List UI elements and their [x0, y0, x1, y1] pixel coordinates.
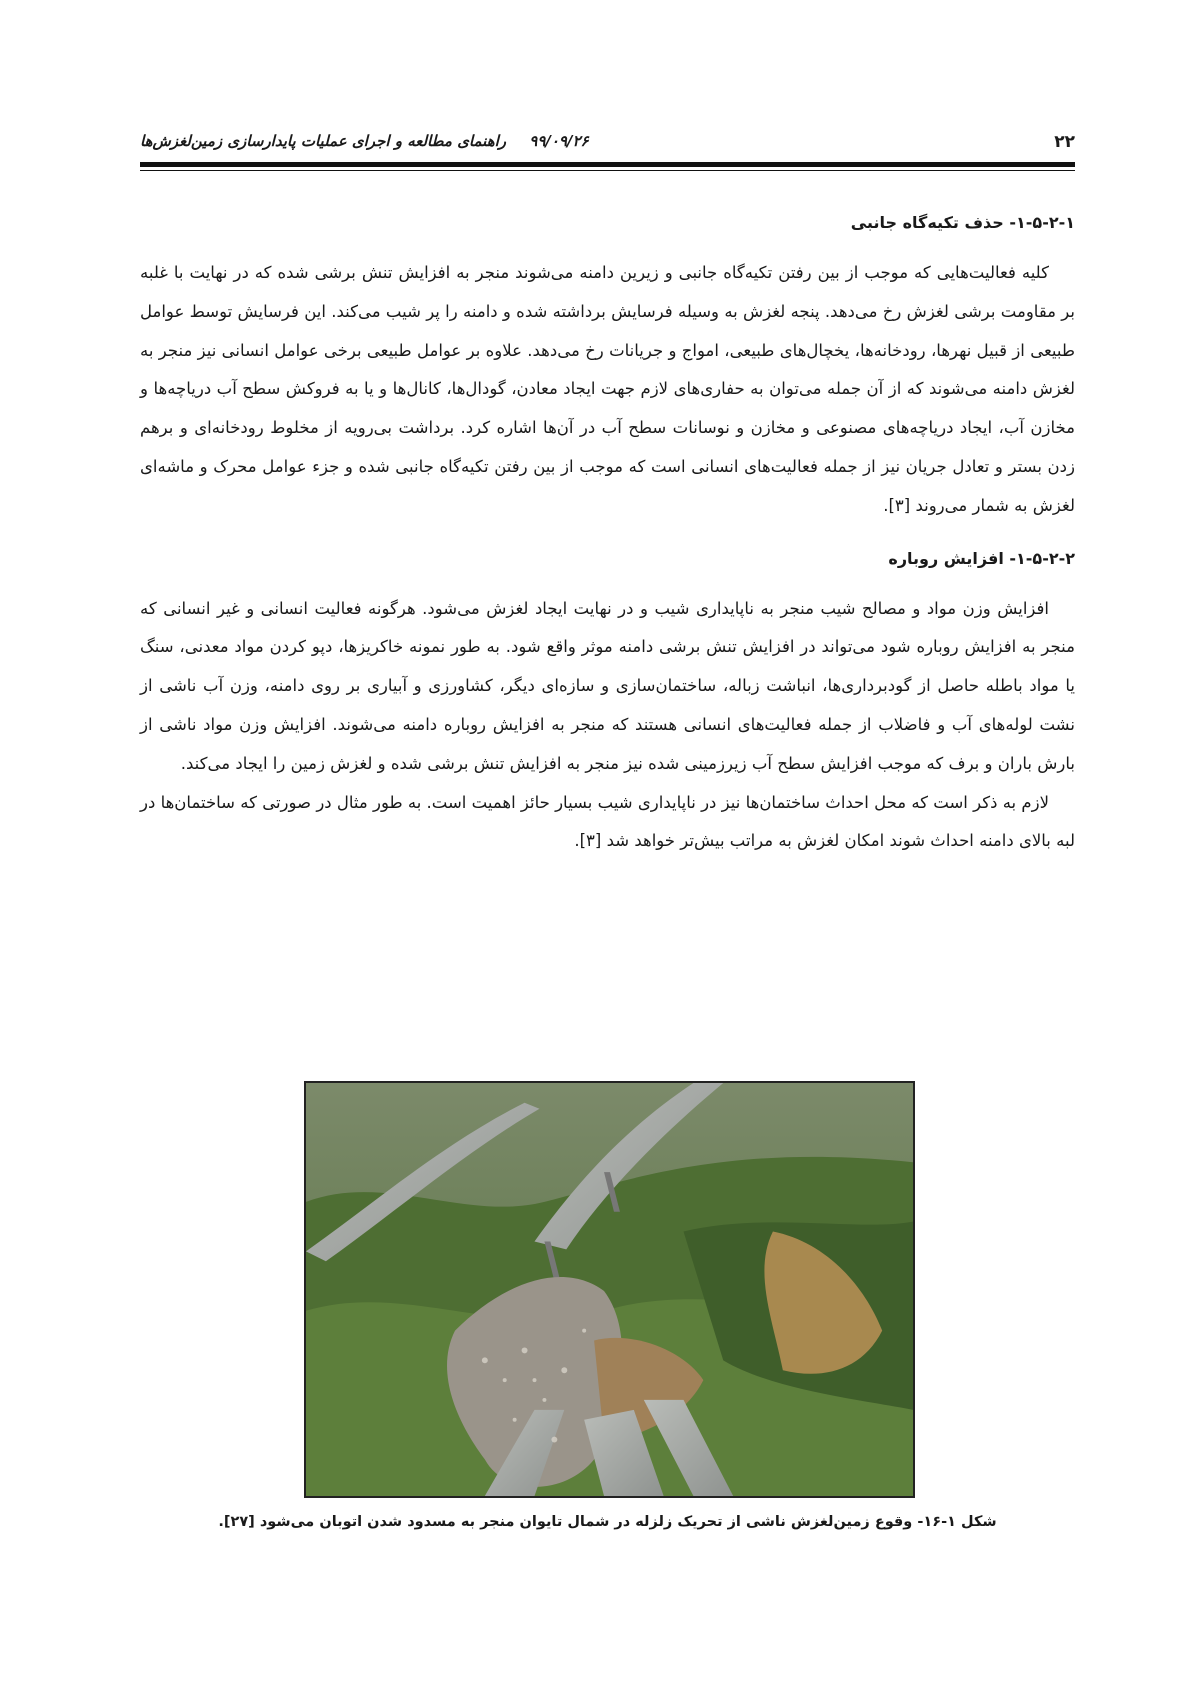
header-rule-thick	[140, 162, 1075, 167]
paragraph: کلیه فعالیت‌هایی که موجب از بین رفتن تکیه‌گاه جانبی و زیرین دامنه می‌شوند منجر به افزایش تنش برشی شده که در نهایت با غلبه بر مقاومت برشی لغزش رخ می‌دهد. پنجه لغزش به وسیله فرسایش برداشته شده و دامنه را پر شیب می‌کند. این فرسایش توسط عوامل طبیعی از قبیل نهرها، رودخانه‌ها، یخچال‌های طبیعی، امواج و جریانات رخ می‌دهد. علاوه بر عوامل طبیعی برخی عوامل انسانی نیز منجر به لغزش دامنه می‌شوند که از آن جمله می‌توان به حفاری‌های لازم جهت ایجاد معادن، گودال‌ها، کانال‌ها و یا به فروکش سطح آب دریاچه‌ها و مخازن آب، ایجاد دریاچه‌های مصنوعی و مخازن و نوسانات سطح آب در آن‌ها اشاره کرد. برداشت بی‌رویه از مخلوط رودخانه‌ای و برهم زدن بستر و تعادل جریان نیز از جمله فعالیت‌های انسانی است که موجب از بین رفتن تکیه‌گاه جانبی شده و جزء عوامل محرک و ماشه‌ای لغزش به شمار می‌روند [۳].	[140, 263, 1075, 515]
document-title: راهنمای مطالعه و اجرای عملیات پایدارسازی زمین‌لغزش‌ها	[140, 132, 507, 150]
page-header	[140, 132, 1075, 156]
paragraph: افزایش وزن مواد و مصالح شیب منجر به ناپایداری شیب و در نهایت ایجاد لغزش می‌شود. هرگونه فعالیت انسانی و غیر انسانی که منجر به افزایش روباره شود می‌تواند در افزایش تنش برشی دامنه موثر واقع شود. به طور نمونه خاکریزها، دپو کردن مواد معدنی، سنگ یا مواد باطله حاصل از گودبرداری‌ها، انباشت زباله، ساختمان‌سازی و سازه‌ای دیگر، کشاورزی و آبیاری بر روی دامنه، وزن آب ناشی از نشت لوله‌های آب و فاضلاب از جمله فعالیت‌های انسانی هستند که منجر به افزایش روباره دامنه می‌شوند. افزایش وزن مواد ناشی از بارش باران و برف که موجب افزایش سطح آب زیرزمینی شده نیز منجر به افزایش تنش برشی شده و لغزش زمین را ایجاد می‌کند.	[140, 598, 1075, 773]
running-title	[140, 132, 589, 150]
paragraph: لازم به ذکر است که محل احداث ساختمان‌ها نیز در ناپایداری شیب بسیار حائز اهمیت است. به طور مثال در صورتی که ساختمان‌ها در لبه بالای دامنه احداث شوند امکان لغزش به مراتب بیش‌تر خواهد شد [۳].	[140, 792, 1075, 851]
header-rule-thin	[140, 170, 1075, 171]
section-heading: ۱-۵-۲-۲- افزایش روباره	[888, 548, 1075, 568]
landslide-photo-illustration	[306, 1083, 913, 1496]
figure-caption: شکل ۱-۱۶- وقوع زمین‌لغزش ناشی از تحریک زلزله در شمال تایوان منجر به مسدود شدن اتوبان می‌شود [۲۷].	[218, 1514, 997, 1530]
page-number: ۲۲	[1054, 132, 1075, 152]
section-heading: ۱-۵-۲-۱- حذف تکیه‌گاه جانبی	[850, 213, 1075, 232]
landslide-photo	[304, 1081, 915, 1498]
document-date: ۹۹/۰۹/۲۶	[529, 132, 589, 150]
body-text	[140, 210, 1075, 861]
